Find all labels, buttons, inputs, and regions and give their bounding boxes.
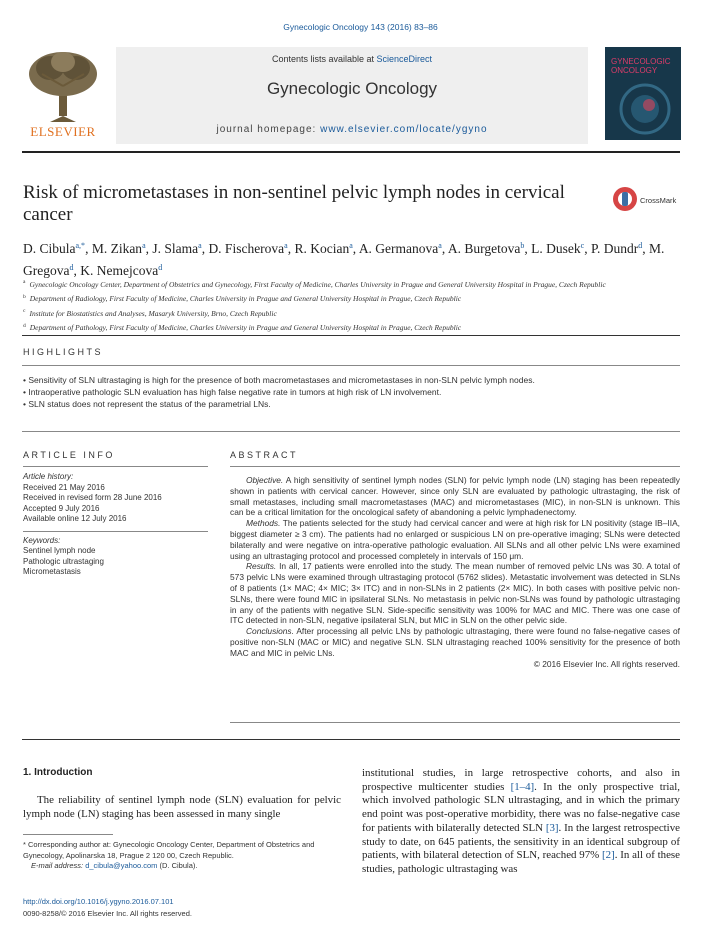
- history-item: Available online 12 July 2016: [23, 514, 127, 523]
- affiliation-item: [23, 276, 678, 291]
- footnote-rule: [23, 834, 113, 835]
- author-affiliation-mark[interactable]: d: [638, 241, 643, 250]
- issn-line: 0090-8258/© 2016 Elsevier Inc. All rights reserved.: [23, 908, 192, 918]
- abstract-section-text: A high sensitivity of sentinel lymph nodes (SLN) for pelvic lymph node (LN) staging has been repeatedly shown in patients with cervical cancer. However, since only SLN are evaluated by pathologic ultrastaging, the risk of small metastases, including small macrometastases (MAC) and micrometastases (MIC), in non-SLN is unknown. This can be a critical limitation for the oncological safety of abandoning a pelvic lymphadenectomy.: [230, 475, 680, 518]
- author[interactable]: [531, 241, 584, 256]
- highlights-list: [23, 374, 678, 410]
- abstract-paragraph: [230, 475, 680, 518]
- email-link[interactable]: d_cibula@yahoo.com: [85, 861, 158, 870]
- intro-heading: 1. Introduction: [23, 767, 93, 778]
- abstract-paragraphs: [230, 475, 680, 659]
- highlight-item: [23, 398, 678, 410]
- author-name: K. Nemejcova: [80, 263, 159, 278]
- author-affiliation-mark[interactable]: a: [284, 241, 288, 250]
- journal-reference[interactable]: Gynecologic Oncology 143 (2016) 83–86: [283, 22, 438, 32]
- journal-homepage: [116, 124, 588, 135]
- author-name: D. Fischerova: [208, 241, 285, 256]
- abstract-paragraph: [230, 561, 680, 626]
- history-item: Received in revised form 28 June 2016: [23, 493, 162, 502]
- author-separator: ,: [201, 241, 209, 256]
- author-separator: ,: [352, 241, 359, 256]
- author-affiliation-mark[interactable]: a: [142, 241, 146, 250]
- author-affiliation-mark[interactable]: a: [349, 241, 353, 250]
- author[interactable]: [208, 241, 287, 256]
- author[interactable]: [359, 241, 442, 256]
- intro-paragraph-left: The reliability of sentinel lymph node (SLN) evaluation for pelvic lymph node (LN) staging has been assessed in many single: [23, 794, 341, 820]
- abstract-body: [230, 475, 680, 669]
- tree-logo-icon: [22, 50, 104, 124]
- bullet-icon: •: [23, 399, 29, 409]
- journal-header: [116, 47, 588, 144]
- author-name: L. Dusek: [531, 241, 581, 256]
- abstract-paragraph: [230, 518, 680, 561]
- author-name: M. Gregova: [23, 241, 665, 278]
- elsevier-wordmark: ELSEVIER: [30, 124, 96, 139]
- ref-link-1-4[interactable]: [1–4]: [510, 780, 535, 793]
- affiliation-mark: a: [23, 279, 26, 285]
- intro-right-text-1: institutional studies, in large retrospective cohorts, and also in prospective multicenter studies: [362, 767, 680, 793]
- abstract-section-label: Conclusions.: [246, 626, 294, 637]
- crossmark-button[interactable]: [612, 186, 638, 217]
- cover-title-line-1: GYNECOLOGIC: [611, 57, 671, 66]
- email-line: [23, 861, 341, 872]
- sciencedirect-link[interactable]: ScienceDirect: [376, 54, 433, 64]
- affiliation-text: Institute for Biostatistics and Analyses, Masaryk University, Brno, Czech Republic: [29, 308, 277, 318]
- highlight-item: [23, 374, 678, 386]
- author-separator: ,: [287, 241, 295, 256]
- author-separator: ,: [145, 241, 153, 256]
- author-separator: ,: [73, 263, 81, 278]
- author-affiliation-mark[interactable]: a: [198, 241, 202, 250]
- affiliation-text: Gynecologic Oncology Center, Department of Obstetrics and Gynecology, First Faculty of Medicine, Charles University in Prague and General University Hospital in Prague, Czech Republic: [29, 279, 606, 289]
- author[interactable]: [152, 241, 201, 256]
- author-separator: ,: [524, 241, 532, 256]
- homepage-link[interactable]: www.elsevier.com/locate/ygyno: [320, 124, 488, 135]
- affiliation-mark: b: [23, 293, 26, 300]
- keyword-item[interactable]: Micrometastasis: [23, 567, 81, 576]
- author-affiliation-mark[interactable]: d: [69, 263, 74, 272]
- highlights-heading: HIGHLIGHTS: [23, 347, 104, 357]
- author-affiliation-mark[interactable]: d: [158, 263, 163, 272]
- abstract-section-text: In all, 17 patients were enrolled into the study. The mean number of removed pelvic LNs was 30. A total of 573 pelvic LNs were examined through ultrastaging protocol (5762 slides). Metastatic involvement was detected in SLNs of 8 patients (1× MAC; 4× MIC; 3× ITC) and in non-SLNs in 2 patients (2× MIC). In both cases with positive pelvic non-SLNs, there were found MIC in ipsilateral SLNs. No metastasis in pelvic non-SLNs was found by pathologic ultrastaging in any of the patients with negative SLN. Side-specific sensitivity was 100% for MAC and MIC. There was one case of ITC detected in non-SLN, negative ipsilateral SLN, but MIC in SLN on the other pelvic side.: [230, 561, 680, 626]
- history-label: Article history:: [23, 472, 74, 481]
- author-affiliation-mark[interactable]: a,*: [75, 241, 86, 250]
- keywords-list: [23, 546, 208, 578]
- intro-right-text-2: . In the only prospective trial, which involved pathologic SLN ultrastaging, and in which the primary end point was post-operative morbidity, there was no false-negative case for patients with bilaterally detected SLN: [362, 780, 680, 834]
- cover-art-icon: [605, 47, 681, 140]
- author-name: A. Germanova: [358, 241, 439, 256]
- affiliations-rule: [22, 335, 680, 336]
- keywords-label: Keywords:: [23, 535, 61, 545]
- article-title: Risk of micrometastases in non-sentinel pelvic lymph nodes in cervical cancer: [23, 182, 565, 225]
- contents-prefix: Contents lists available at: [271, 54, 377, 64]
- author-name: J. Slama: [152, 241, 199, 256]
- highlight-text: Sensitivity of SLN ultrastaging is high for the presence of both macrometastases and micrometastases in non-SLN pelvic lymph nodes.: [28, 375, 535, 385]
- intro-right-column: [362, 767, 680, 877]
- abstract-section-label: Objective.: [246, 475, 284, 485]
- author[interactable]: [23, 241, 85, 256]
- corresponding-author: * Corresponding author at: Gynecologic Oncology Center, Department of Obstetrics and Gynecology, Apolinarska 18, Prague 2 120 00, Czech Republic.: [23, 840, 315, 860]
- abstract-copyright: © 2016 Elsevier Inc. All rights reserved.: [533, 658, 680, 669]
- affiliation-item: [23, 320, 678, 335]
- author-list: [23, 236, 673, 280]
- crossmark-label[interactable]: CrossMark: [640, 196, 677, 205]
- intro-right-text-4: . In all of these studies, pathologic ultrastaging was: [362, 849, 680, 875]
- ref-link-3[interactable]: [3]: [545, 821, 559, 834]
- email-label: E-mail address:: [31, 861, 86, 870]
- ref-link-2[interactable]: [2]: [602, 849, 615, 862]
- history-list: [23, 483, 208, 525]
- abstract-heading: ABSTRACT: [230, 450, 299, 460]
- affiliation-mark: c: [23, 308, 26, 314]
- highlight-text: Intraoperative pathologic SLN evaluation has high false negative rate in tumors at high risk of LN involvement.: [28, 387, 442, 397]
- crossmark-icon: [612, 186, 638, 212]
- elsevier-logo[interactable]: [22, 50, 104, 140]
- highlight-item: [23, 386, 678, 398]
- contents-line: [116, 54, 588, 64]
- highlights-end-rule: [22, 431, 680, 432]
- keyword-item[interactable]: Sentinel lymph node: [23, 546, 96, 555]
- abstract-paragraph: [230, 626, 680, 658]
- author-affiliation-mark[interactable]: b: [520, 241, 525, 250]
- highlights-rule: [22, 365, 680, 366]
- affiliation-list: [23, 276, 678, 334]
- intro-right-text-3: . In the largest retrospective study to date, on 645 patients, the sensitivity in an identical subgroup of patients, with bilateral detection of SLN, reached 97%: [362, 821, 680, 862]
- author-affiliation-mark[interactable]: c: [580, 241, 585, 250]
- highlight-text: SLN status does not represent the status of the parametrial LNs.: [28, 399, 271, 409]
- author[interactable]: [448, 241, 525, 256]
- history-item: Received 21 May 2016: [23, 482, 105, 492]
- history-item: Accepted 9 July 2016: [23, 503, 100, 513]
- bullet-icon: •: [23, 387, 29, 397]
- author-name: R. Kocian: [294, 241, 350, 256]
- author-separator: ,: [642, 241, 649, 256]
- article-info-rule: [23, 466, 208, 467]
- intro-left-column: [23, 767, 341, 821]
- journal-title: Gynecologic Oncology: [266, 79, 438, 98]
- abstract-end-rule: [230, 722, 680, 723]
- cover-title-line-2: ONCOLOGY: [611, 66, 658, 75]
- corresponding-footnote: [23, 840, 341, 872]
- author-name: P. Dundr: [590, 241, 639, 256]
- affiliation-mark: d: [23, 322, 26, 329]
- bullet-icon: •: [23, 375, 29, 385]
- author-name: D. Cibula: [23, 241, 76, 256]
- author-name: A. Burgetova: [447, 241, 521, 256]
- abstract-rule: [230, 466, 680, 467]
- author-separator: ,: [441, 241, 448, 256]
- affiliation-text: Department of Pathology, First Faculty of Medicine, Charles University in Prague and General University Hospital in Prague, Czech Republic: [29, 323, 462, 332]
- doi-block: [23, 896, 341, 919]
- affiliation-item: [23, 291, 678, 306]
- abstract-section-label: Methods.: [246, 518, 281, 529]
- body-rule: [22, 739, 680, 740]
- author-separator: ,: [85, 241, 92, 256]
- author[interactable]: [294, 241, 352, 256]
- author-separator: ,: [584, 241, 591, 256]
- article-info-block: [23, 472, 208, 578]
- abstract-section-text: After processing all pelvic LNs by pathologic ultrastaging, there were found no false-negative cases of positive non-SLN (MAC or MIC) and negative SLN. SLN ultrastaging reached 100% sensitivity for the presence of both MAC and MIC in pelvic LNs.: [230, 626, 680, 658]
- author[interactable]: [92, 241, 146, 256]
- homepage-prefix: journal homepage:: [216, 124, 321, 135]
- keyword-item[interactable]: Pathologic ultrastaging: [23, 556, 104, 566]
- abstract-section-label: Results.: [246, 561, 277, 572]
- affiliation-item: [23, 305, 678, 320]
- affiliation-text: Department of Radiology, First Faculty of Medicine, Charles University in Prague and General University Hospital in Prague, Czech Republic: [29, 294, 462, 303]
- doi-link[interactable]: http://dx.doi.org/10.1016/j.ygyno.2016.07.101: [23, 897, 174, 906]
- abstract-section-text: The patients selected for the study had cervical cancer and were at high risk for LN positivity (stage IB–IIA, biggest diameter ≥ 3 cm). The patients had no enlarged or suspicious LN on pre-operative imaging; SLNs were detected bilaterally and were negative on intra-operative pathologic evaluation. All SLNs and all other pelvic LNs were examined using an ultrastaging protocol and processed completely in intervals of 150 μm.: [230, 518, 680, 561]
- header-rule: [22, 151, 680, 153]
- journal-cover[interactable]: [605, 47, 681, 140]
- author-affiliation-mark[interactable]: a: [438, 241, 442, 250]
- author[interactable]: [591, 241, 642, 256]
- author-name: M. Zikan: [91, 241, 143, 256]
- email-suffix: (D. Cibula).: [157, 861, 198, 870]
- keywords-rule: [23, 531, 208, 532]
- article-info-heading: ARTICLE INFO: [23, 450, 115, 460]
